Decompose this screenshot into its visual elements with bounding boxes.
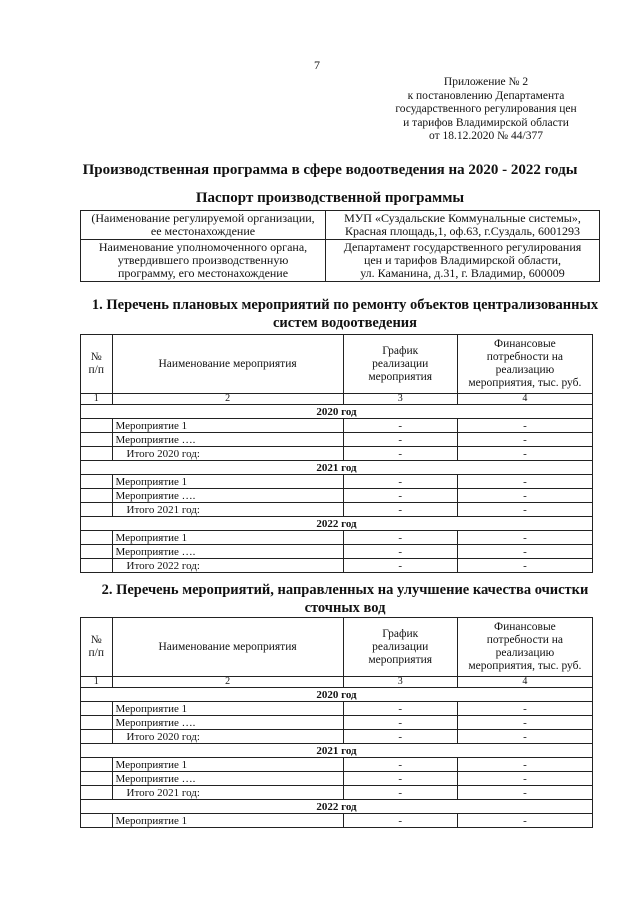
event-finance: - bbox=[457, 772, 592, 786]
passport-table bbox=[80, 210, 600, 282]
header-num bbox=[81, 618, 113, 677]
table-row bbox=[81, 545, 593, 559]
total-row bbox=[81, 447, 593, 461]
header-row bbox=[81, 618, 593, 677]
event-finance: - bbox=[457, 716, 592, 730]
event-schedule: - bbox=[343, 489, 457, 503]
row-number bbox=[81, 772, 113, 786]
text-line: программу, его местонахождение bbox=[117, 266, 289, 280]
text-line: График bbox=[382, 344, 419, 357]
event-name: Итого 2022 год: bbox=[112, 559, 343, 573]
passport-label bbox=[81, 240, 326, 282]
event-name: Итого 2021 год: bbox=[112, 786, 343, 800]
column-number: 4 bbox=[457, 677, 592, 688]
text-line: реализации bbox=[372, 357, 429, 370]
year-row bbox=[81, 744, 593, 758]
event-name: Мероприятие 1 bbox=[112, 758, 343, 772]
event-schedule: - bbox=[343, 419, 457, 433]
year-label: 2020 год bbox=[81, 688, 593, 702]
text-line: Финансовые bbox=[494, 338, 556, 350]
text-line: мероприятия, тыс. руб. bbox=[468, 660, 582, 672]
column-number-row bbox=[81, 677, 593, 688]
text-line: реализацию bbox=[495, 364, 555, 376]
text-line: № bbox=[90, 351, 102, 363]
event-schedule: - bbox=[343, 702, 457, 716]
text-line: (Наименование регулируемой организации, bbox=[91, 211, 315, 225]
event-finance: - bbox=[457, 786, 592, 800]
year-label: 2021 год bbox=[81, 744, 593, 758]
event-name: Мероприятие …. bbox=[112, 433, 343, 447]
row-number bbox=[81, 503, 113, 517]
event-name: Итого 2020 год: bbox=[112, 730, 343, 744]
event-name: Мероприятие 1 bbox=[112, 531, 343, 545]
event-schedule: - bbox=[343, 814, 457, 828]
text-line: Наименование уполномоченного органа, bbox=[98, 240, 308, 254]
document-title: Производственная программа в сфере водоотведения на 2020 - 2022 годы bbox=[82, 162, 578, 178]
event-schedule: - bbox=[343, 447, 457, 461]
row-number bbox=[81, 814, 113, 828]
event-finance: - bbox=[457, 702, 592, 716]
row-number bbox=[81, 786, 113, 800]
year-label: 2021 год bbox=[81, 461, 593, 475]
event-finance: - bbox=[457, 503, 592, 517]
row-number bbox=[81, 531, 113, 545]
event-finance: - bbox=[457, 419, 592, 433]
total-row bbox=[81, 503, 593, 517]
passport-value bbox=[326, 240, 600, 282]
table-row bbox=[81, 475, 593, 489]
passport-row bbox=[81, 211, 600, 240]
total-row bbox=[81, 559, 593, 573]
event-name: Мероприятие 1 bbox=[112, 419, 343, 433]
event-finance: - bbox=[457, 433, 592, 447]
row-number bbox=[81, 475, 113, 489]
column-number: 2 bbox=[112, 677, 343, 688]
row-number bbox=[81, 716, 113, 730]
text-line: систем водоотведения bbox=[272, 315, 418, 331]
row-number bbox=[81, 545, 113, 559]
text-line: цен и тарифов Владимирской области, bbox=[363, 253, 562, 267]
text-line: ул. Каманина, д.31, г. Владимир, 600009 bbox=[360, 266, 565, 280]
text-line: 2. Перечень мероприятий, направленных на улучшение качества очистки bbox=[101, 582, 589, 598]
page-number: 7 bbox=[314, 58, 320, 72]
annex-line: государственного регулирования цен bbox=[395, 103, 577, 115]
column-number: 1 bbox=[81, 394, 113, 405]
events-table-2 bbox=[80, 617, 593, 828]
column-number: 2 bbox=[112, 394, 343, 405]
text-line: № bbox=[90, 634, 102, 646]
year-row bbox=[81, 461, 593, 475]
year-row bbox=[81, 517, 593, 531]
event-name: Мероприятие 1 bbox=[112, 475, 343, 489]
row-number bbox=[81, 433, 113, 447]
year-row bbox=[81, 800, 593, 814]
table-row bbox=[81, 531, 593, 545]
passport-row bbox=[81, 240, 600, 282]
table-row bbox=[81, 433, 593, 447]
event-finance: - bbox=[457, 545, 592, 559]
year-row bbox=[81, 405, 593, 419]
table-row bbox=[81, 489, 593, 503]
event-name: Итого 2020 год: bbox=[112, 447, 343, 461]
event-schedule: - bbox=[343, 758, 457, 772]
text-line: п/п bbox=[88, 647, 104, 659]
column-number: 3 bbox=[343, 677, 457, 688]
text-line: мероприятия bbox=[368, 653, 433, 666]
event-schedule: - bbox=[343, 503, 457, 517]
event-name: Мероприятие …. bbox=[112, 772, 343, 786]
section-2-title bbox=[85, 581, 605, 617]
header-finance bbox=[457, 618, 592, 677]
text-line: п/п bbox=[88, 364, 104, 376]
text-line: потребности на bbox=[486, 351, 564, 363]
header-num bbox=[81, 335, 113, 394]
event-schedule: - bbox=[343, 716, 457, 730]
text-line: реализацию bbox=[495, 647, 555, 659]
row-number bbox=[81, 559, 113, 573]
year-label: 2022 год bbox=[81, 517, 593, 531]
text-line: МУП «Суздальские Коммунальные системы», bbox=[344, 211, 581, 225]
event-schedule: - bbox=[343, 475, 457, 489]
table-row bbox=[81, 716, 593, 730]
section-1-title bbox=[85, 296, 605, 332]
annex-line: и тарифов Владимирской области bbox=[403, 116, 569, 129]
event-schedule: - bbox=[343, 730, 457, 744]
event-finance: - bbox=[457, 559, 592, 573]
event-schedule: - bbox=[343, 545, 457, 559]
text-line: мероприятия bbox=[368, 370, 433, 383]
table-row bbox=[81, 814, 593, 828]
text-line: Департамент государственного регулирования bbox=[343, 240, 582, 254]
event-name: Итого 2021 год: bbox=[112, 503, 343, 517]
text-line: реализации bbox=[372, 640, 429, 653]
passport-label bbox=[81, 211, 326, 240]
event-finance: - bbox=[457, 475, 592, 489]
header-name: Наименование мероприятия bbox=[112, 335, 343, 394]
header-row bbox=[81, 335, 593, 394]
column-number: 4 bbox=[457, 394, 592, 405]
event-finance: - bbox=[457, 447, 592, 461]
text-line: потребности на bbox=[486, 634, 564, 646]
text-line: ее местонахождение bbox=[150, 224, 256, 238]
event-finance: - bbox=[457, 814, 592, 828]
event-schedule: - bbox=[343, 559, 457, 573]
annex-line: от 18.12.2020 № 44/377 bbox=[429, 130, 543, 142]
events-table-1 bbox=[80, 334, 593, 573]
header-name: Наименование мероприятия bbox=[112, 618, 343, 677]
text-line: мероприятия, тыс. руб. bbox=[468, 377, 582, 389]
text-line: График bbox=[382, 627, 419, 640]
event-schedule: - bbox=[343, 786, 457, 800]
text-line: сточных вод bbox=[304, 600, 386, 616]
event-schedule: - bbox=[343, 772, 457, 786]
event-name: Мероприятие 1 bbox=[112, 702, 343, 716]
year-label: 2020 год bbox=[81, 405, 593, 419]
event-schedule: - bbox=[343, 433, 457, 447]
year-row bbox=[81, 688, 593, 702]
text-line: Красная площадь,1, оф.63, г.Суздаль, 6001293 bbox=[344, 224, 581, 238]
annex-line: к постановлению Департамента bbox=[407, 89, 565, 102]
text-line: Финансовые bbox=[494, 621, 556, 633]
passport-title: Паспорт производственной программы bbox=[195, 190, 465, 206]
header-schedule bbox=[343, 335, 457, 394]
header-schedule bbox=[343, 618, 457, 677]
event-name: Мероприятие 1 bbox=[112, 814, 343, 828]
event-finance: - bbox=[457, 758, 592, 772]
column-number-row bbox=[81, 394, 593, 405]
table-row bbox=[81, 419, 593, 433]
table-row bbox=[81, 702, 593, 716]
total-row bbox=[81, 786, 593, 800]
year-label: 2022 год bbox=[81, 800, 593, 814]
event-finance: - bbox=[457, 489, 592, 503]
text-line: утвердившего производственную bbox=[117, 253, 289, 267]
column-number: 3 bbox=[343, 394, 457, 405]
row-number bbox=[81, 419, 113, 433]
row-number bbox=[81, 702, 113, 716]
event-finance: - bbox=[457, 531, 592, 545]
event-name: Мероприятие …. bbox=[112, 716, 343, 730]
row-number bbox=[81, 730, 113, 744]
annex-line: Приложение № 2 bbox=[443, 76, 529, 88]
text-line: 1. Перечень плановых мероприятий по ремонту объектов централизованных bbox=[91, 297, 599, 313]
row-number bbox=[81, 489, 113, 503]
total-row bbox=[81, 730, 593, 744]
header-finance bbox=[457, 335, 592, 394]
passport-value bbox=[326, 211, 600, 240]
table-row bbox=[81, 772, 593, 786]
event-finance: - bbox=[457, 730, 592, 744]
row-number bbox=[81, 447, 113, 461]
event-name: Мероприятие …. bbox=[112, 545, 343, 559]
table-row bbox=[81, 758, 593, 772]
column-number: 1 bbox=[81, 677, 113, 688]
row-number bbox=[81, 758, 113, 772]
event-schedule: - bbox=[343, 531, 457, 545]
annex-header bbox=[380, 76, 592, 144]
event-name: Мероприятие …. bbox=[112, 489, 343, 503]
